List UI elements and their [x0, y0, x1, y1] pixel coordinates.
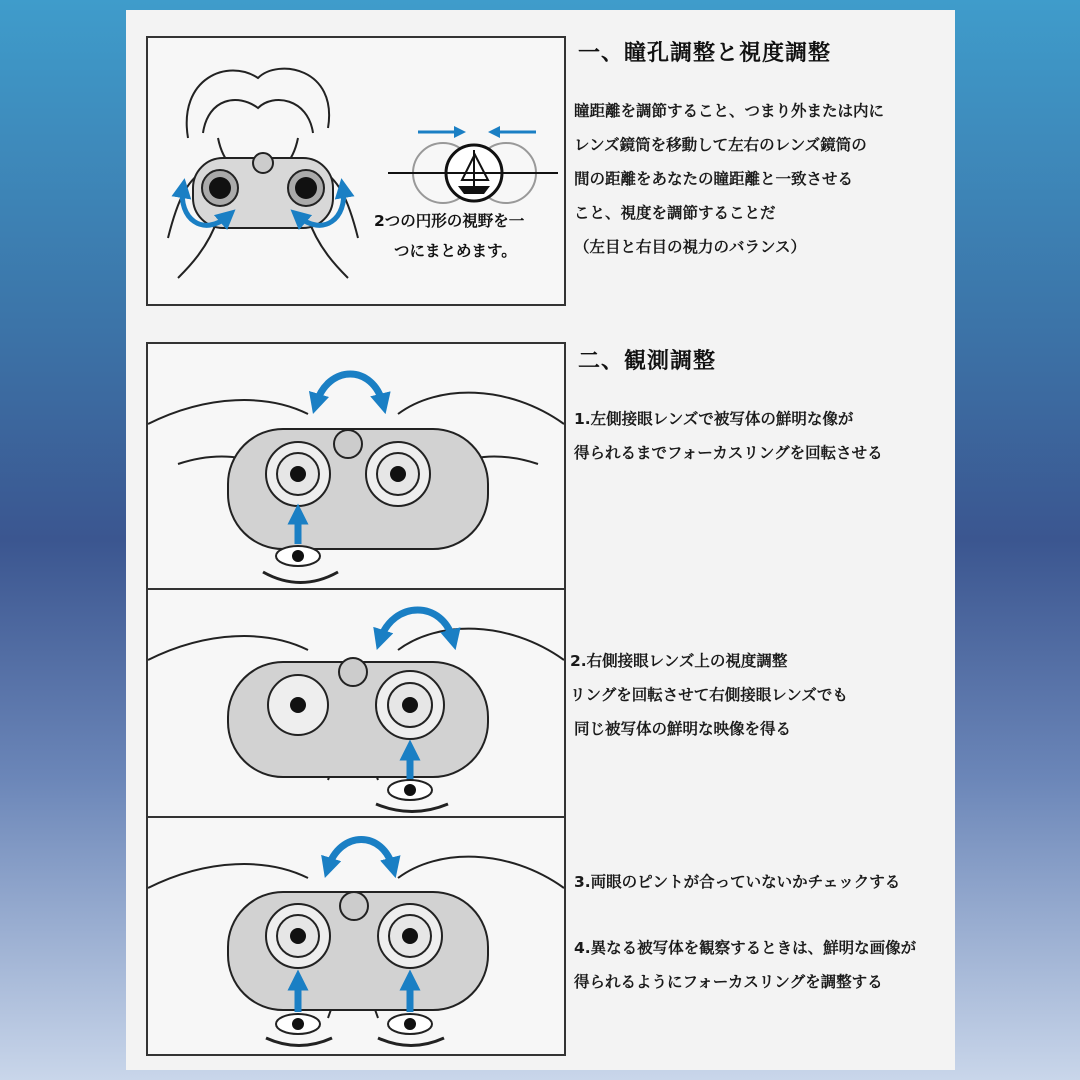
step2-illustration [146, 588, 566, 818]
pupil-adjust-illustration [146, 36, 566, 306]
step1-illustration [146, 342, 566, 590]
right-eye-diopter-drawing [148, 590, 564, 816]
section1-line-3: 間の距離をあなたの瞳距離と一致させる [574, 170, 854, 188]
fov-caption-line-2: つにまとめます。 [394, 242, 517, 260]
section1-body [574, 94, 884, 264]
step4-line-2: 得られるようにフォーカスリングを調整する [574, 973, 883, 991]
section2-title: 二、観測調整 [578, 349, 717, 374]
fov-caption-line-1: 2つの円形の視野を一 [374, 212, 525, 230]
step1-line-1: 1.左側接眼レンズで被写体の鮮明な像が [574, 410, 854, 428]
section1-line-1: 瞳距離を調節すること、つまり外または内に [574, 102, 885, 120]
step2-line-2: リングを回転させて右側接眼レンズでも [570, 686, 848, 704]
step2-line-3: 同じ被写体の鮮明な映像を得る [574, 720, 792, 738]
instruction-sheet [126, 10, 955, 1070]
step1-line-2: 得られるまでフォーカスリングを回転させる [574, 444, 883, 462]
section1-title: 一、瞳孔調整と視度調整 [578, 41, 832, 66]
step3-illustration [146, 816, 566, 1056]
step3-text: 3.両眼のピントが合っていないかチェックする [574, 873, 901, 891]
step4-text [574, 931, 916, 999]
section1-line-2: レンズ鏡筒を移動して左右のレンズ鏡筒の [574, 136, 867, 154]
left-eye-focus-drawing [148, 344, 564, 588]
step4-line-1: 4.異なる被写体を観察するときは、鮮明な画像が [574, 939, 917, 957]
section1-line-4: こと、視度を調節することだ [574, 204, 776, 222]
step2-text [570, 644, 848, 746]
section1-line-5: （左目と右目の視力のバランス） [574, 238, 807, 256]
both-eyes-check-drawing [148, 818, 564, 1054]
fov-caption [374, 206, 524, 266]
step1-text [574, 402, 883, 470]
step2-line-1: 2.右側接眼レンズ上の視度調整 [570, 652, 788, 670]
